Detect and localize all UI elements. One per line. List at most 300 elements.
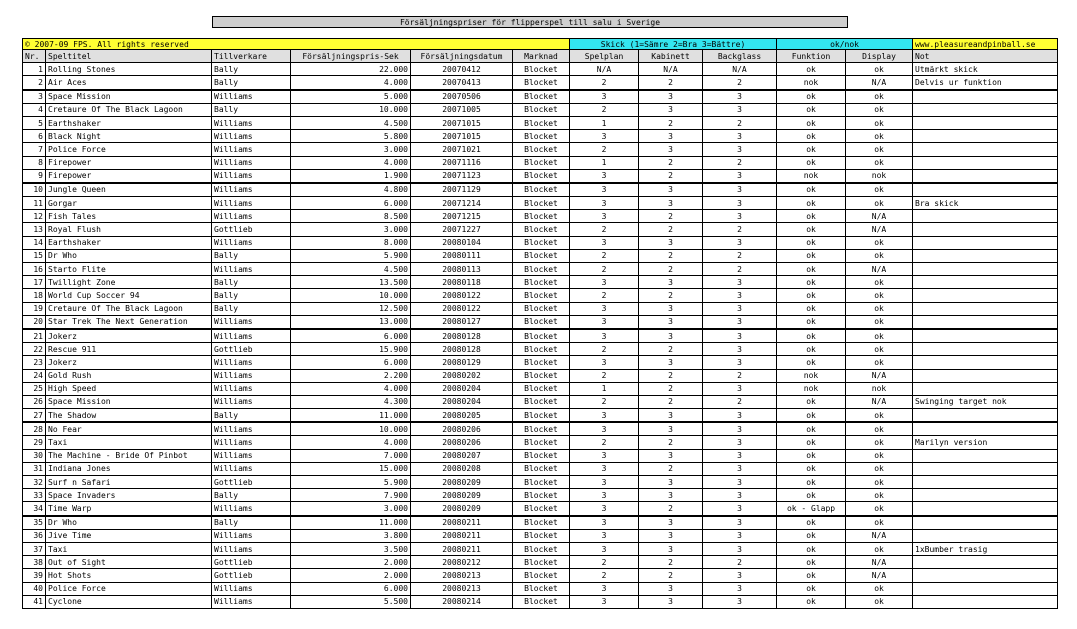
table-cell: 2 bbox=[703, 556, 777, 569]
table-cell: Bally bbox=[212, 103, 291, 116]
table-cell: 17 bbox=[23, 276, 46, 289]
table-cell: 14 bbox=[23, 236, 46, 249]
table-cell: ok bbox=[846, 183, 913, 197]
table-cell: Gold Rush bbox=[46, 369, 212, 382]
table-row bbox=[23, 197, 1058, 210]
table-row bbox=[23, 356, 1058, 369]
table-cell: Jungle Queen bbox=[46, 183, 212, 197]
table-cell bbox=[913, 516, 1058, 530]
table-cell: 2 bbox=[639, 210, 703, 223]
table-cell: 28 bbox=[23, 422, 46, 436]
table-row bbox=[23, 276, 1058, 289]
table-row bbox=[23, 422, 1058, 436]
table-cell: ok bbox=[777, 529, 846, 542]
table-cell: ok bbox=[777, 409, 846, 423]
table-cell: 3 bbox=[570, 489, 639, 502]
table-cell: 3 bbox=[639, 422, 703, 436]
table-cell bbox=[913, 103, 1058, 116]
table-cell: Bally bbox=[212, 76, 291, 90]
table-cell: Bally bbox=[212, 516, 291, 530]
table-row bbox=[23, 315, 1058, 329]
table-cell: ok bbox=[846, 302, 913, 315]
table-cell: Williams bbox=[212, 502, 291, 516]
table-cell: Fish Tales bbox=[46, 210, 212, 223]
table-cell: Williams bbox=[212, 130, 291, 143]
table-cell: Blocket bbox=[513, 249, 570, 262]
table-cell: 3.000 bbox=[291, 502, 411, 516]
table-cell bbox=[913, 156, 1058, 169]
table-cell: N/A bbox=[846, 369, 913, 382]
table-cell: N/A bbox=[846, 210, 913, 223]
table-cell: 1 bbox=[570, 116, 639, 129]
table-cell: Gorgar bbox=[46, 197, 212, 210]
table-cell bbox=[913, 302, 1058, 315]
table-cell: The Machine - Bride Of Pinbot bbox=[46, 449, 212, 462]
table-row bbox=[23, 369, 1058, 382]
table-cell: 3 bbox=[639, 197, 703, 210]
table-cell: Earthshaker bbox=[46, 236, 212, 249]
table-cell: 2 bbox=[570, 569, 639, 582]
table-cell: ok bbox=[846, 462, 913, 475]
table-cell: ok bbox=[777, 556, 846, 569]
table-cell: N/A bbox=[846, 569, 913, 582]
table-cell: 3 bbox=[703, 516, 777, 530]
table-cell: Blocket bbox=[513, 289, 570, 302]
table-cell: ok bbox=[846, 315, 913, 329]
table-cell: 3 bbox=[570, 276, 639, 289]
table-cell: 3 bbox=[639, 595, 703, 608]
table-cell: Williams bbox=[212, 143, 291, 156]
table-cell: Rescue 911 bbox=[46, 343, 212, 356]
column-header: Nr. bbox=[23, 50, 46, 63]
table-cell: 20070412 bbox=[411, 63, 513, 76]
table-cell: Firepower bbox=[46, 169, 212, 183]
table-row bbox=[23, 449, 1058, 462]
table-cell: Williams bbox=[212, 369, 291, 382]
table-cell: 25 bbox=[23, 382, 46, 395]
table-cell: 3 bbox=[570, 236, 639, 249]
table-cell: ok bbox=[777, 103, 846, 116]
table-cell: 3 bbox=[639, 276, 703, 289]
table-cell: Marilyn version bbox=[913, 436, 1058, 449]
table-cell: 10 bbox=[23, 183, 46, 197]
table-row bbox=[23, 476, 1058, 489]
table-row bbox=[23, 90, 1058, 104]
table-cell: Williams bbox=[212, 210, 291, 223]
table-cell: Blocket bbox=[513, 382, 570, 395]
table-cell: Black Night bbox=[46, 130, 212, 143]
table-cell bbox=[913, 289, 1058, 302]
table-cell: 20071005 bbox=[411, 103, 513, 116]
table-cell: 4.500 bbox=[291, 116, 411, 129]
table-cell: 2 bbox=[570, 436, 639, 449]
table-cell: 20071129 bbox=[411, 183, 513, 197]
table-cell: 10.000 bbox=[291, 289, 411, 302]
page-title: Försäljningspriser för flipperspel till salu i Sverige bbox=[212, 16, 848, 28]
table-cell: 3 bbox=[703, 569, 777, 582]
table-cell: 3 bbox=[570, 329, 639, 343]
table-cell: Blocket bbox=[513, 529, 570, 542]
table-cell: ok bbox=[777, 302, 846, 315]
sales-table bbox=[22, 38, 1058, 609]
table-cell: nok bbox=[777, 169, 846, 183]
table-cell: 8.000 bbox=[291, 236, 411, 249]
table-cell: 1.900 bbox=[291, 169, 411, 183]
table-cell: N/A bbox=[570, 63, 639, 76]
table-cell: 20080211 bbox=[411, 542, 513, 555]
table-cell bbox=[913, 529, 1058, 542]
table-cell: 3 bbox=[570, 302, 639, 315]
table-cell: 2 bbox=[639, 502, 703, 516]
table-cell: Blocket bbox=[513, 302, 570, 315]
table-cell: Firepower bbox=[46, 156, 212, 169]
table-cell: 3 bbox=[570, 582, 639, 595]
table-cell: 3 bbox=[639, 476, 703, 489]
table-cell: 15.900 bbox=[291, 343, 411, 356]
table-cell: 12.500 bbox=[291, 302, 411, 315]
table-cell: 2 bbox=[570, 223, 639, 236]
table-cell: Bally bbox=[212, 249, 291, 262]
table-cell: 3 bbox=[703, 302, 777, 315]
table-cell: 2 bbox=[570, 143, 639, 156]
table-cell: 15 bbox=[23, 249, 46, 262]
table-cell bbox=[913, 263, 1058, 276]
table-cell: 3 bbox=[570, 502, 639, 516]
table-cell: 2 bbox=[570, 556, 639, 569]
table-row bbox=[23, 289, 1058, 302]
table-cell: Williams bbox=[212, 542, 291, 555]
table-cell: 20080111 bbox=[411, 249, 513, 262]
table-cell: Williams bbox=[212, 315, 291, 329]
table-cell: N/A bbox=[703, 63, 777, 76]
table-cell: 2 bbox=[570, 289, 639, 302]
table-row bbox=[23, 462, 1058, 475]
table-cell: ok bbox=[777, 582, 846, 595]
table-cell: 3 bbox=[703, 315, 777, 329]
table-cell: 3 bbox=[570, 197, 639, 210]
table-cell: 20080211 bbox=[411, 516, 513, 530]
table-cell: 6.000 bbox=[291, 197, 411, 210]
table-cell: Twillight Zone bbox=[46, 276, 212, 289]
table-cell: Cretaure Of The Black Lagoon bbox=[46, 302, 212, 315]
table-cell: 3 bbox=[570, 595, 639, 608]
table-cell: 31 bbox=[23, 462, 46, 475]
table-cell: 20071215 bbox=[411, 210, 513, 223]
table-cell: 20080118 bbox=[411, 276, 513, 289]
table-cell: 3 bbox=[570, 449, 639, 462]
table-cell: 7.000 bbox=[291, 449, 411, 462]
table-cell: Space Mission bbox=[46, 395, 212, 408]
table-row bbox=[23, 502, 1058, 516]
table-cell: 3 bbox=[703, 489, 777, 502]
table-cell: Time Warp bbox=[46, 502, 212, 516]
table-cell: Blocket bbox=[513, 502, 570, 516]
table-cell: nok bbox=[777, 382, 846, 395]
table-cell: N/A bbox=[846, 263, 913, 276]
table-cell: 23 bbox=[23, 356, 46, 369]
table-row bbox=[23, 156, 1058, 169]
table-cell: 3 bbox=[703, 210, 777, 223]
table-cell: Blocket bbox=[513, 143, 570, 156]
table-cell: Blocket bbox=[513, 329, 570, 343]
table-cell: Williams bbox=[212, 169, 291, 183]
table-cell: 20071214 bbox=[411, 197, 513, 210]
column-header: Funktion bbox=[777, 50, 846, 63]
column-header: Marknad bbox=[513, 50, 570, 63]
table-cell: ok bbox=[777, 542, 846, 555]
table-cell: 39 bbox=[23, 569, 46, 582]
table-cell: 7 bbox=[23, 143, 46, 156]
table-cell: Williams bbox=[212, 462, 291, 475]
table-cell: 2 bbox=[703, 116, 777, 129]
column-header: Backglass bbox=[703, 50, 777, 63]
table-cell: ok bbox=[846, 63, 913, 76]
table-cell: nok bbox=[846, 169, 913, 183]
table-cell: 3 bbox=[639, 356, 703, 369]
table-cell: ok bbox=[846, 343, 913, 356]
table-cell: 3 bbox=[23, 90, 46, 104]
table-cell: Starto Flite bbox=[46, 263, 212, 276]
table-cell: ok bbox=[777, 197, 846, 210]
table-cell: 3 bbox=[703, 329, 777, 343]
table-cell: Williams bbox=[212, 183, 291, 197]
table-row bbox=[23, 116, 1058, 129]
table-cell: ok bbox=[846, 516, 913, 530]
table-cell: 15.000 bbox=[291, 462, 411, 475]
table-cell: 20080204 bbox=[411, 395, 513, 408]
table-cell: ok bbox=[777, 63, 846, 76]
table-cell: Gottlieb bbox=[212, 556, 291, 569]
table-cell: 3 bbox=[639, 130, 703, 143]
table-cell: 4.500 bbox=[291, 263, 411, 276]
table-row bbox=[23, 409, 1058, 423]
table-cell: Williams bbox=[212, 263, 291, 276]
table-cell: 3 bbox=[639, 302, 703, 315]
table-cell: Delvis ur funktion bbox=[913, 76, 1058, 90]
table-cell: N/A bbox=[846, 529, 913, 542]
table-cell: Blocket bbox=[513, 116, 570, 129]
table-cell: 2 bbox=[703, 76, 777, 90]
table-cell: Air Aces bbox=[46, 76, 212, 90]
table-cell: Jokerz bbox=[46, 329, 212, 343]
table-cell: 3 bbox=[703, 542, 777, 555]
table-cell: 3 bbox=[703, 476, 777, 489]
table-cell: nok bbox=[846, 382, 913, 395]
table-cell: Blocket bbox=[513, 103, 570, 116]
table-cell: 3 bbox=[703, 582, 777, 595]
table-cell: ok bbox=[777, 356, 846, 369]
table-cell: 11 bbox=[23, 197, 46, 210]
table-row bbox=[23, 302, 1058, 315]
table-cell: 20080129 bbox=[411, 356, 513, 369]
table-cell bbox=[913, 90, 1058, 104]
table-cell: 5.900 bbox=[291, 476, 411, 489]
column-header: Display bbox=[846, 50, 913, 63]
table-cell: 20071123 bbox=[411, 169, 513, 183]
table-cell: ok bbox=[846, 156, 913, 169]
table-cell: ok bbox=[846, 476, 913, 489]
table-cell: Blocket bbox=[513, 369, 570, 382]
table-cell: 2 bbox=[570, 395, 639, 408]
website-link[interactable]: www.pleasureandpinball.se bbox=[913, 39, 1058, 50]
table-cell: Rolling Stones bbox=[46, 63, 212, 76]
table-cell: 16 bbox=[23, 263, 46, 276]
table-cell: Jokerz bbox=[46, 356, 212, 369]
table-cell: 1 bbox=[23, 63, 46, 76]
table-cell: 3.000 bbox=[291, 143, 411, 156]
table-cell: ok bbox=[846, 249, 913, 262]
table-cell: ok bbox=[777, 236, 846, 249]
table-cell: Blocket bbox=[513, 169, 570, 183]
table-row bbox=[23, 595, 1058, 608]
table-cell: 22.000 bbox=[291, 63, 411, 76]
table-cell: 3 bbox=[703, 382, 777, 395]
table-cell: 3 bbox=[703, 422, 777, 436]
table-cell: 2 bbox=[639, 263, 703, 276]
table-cell: Cretaure Of The Black Lagoon bbox=[46, 103, 212, 116]
table-cell: Blocket bbox=[513, 409, 570, 423]
table-row bbox=[23, 542, 1058, 555]
table-cell: 3 bbox=[703, 529, 777, 542]
column-header: Försäljningspris-Sek bbox=[291, 50, 411, 63]
table-cell: 20 bbox=[23, 315, 46, 329]
table-row bbox=[23, 249, 1058, 262]
oknok-header: ok/nok bbox=[777, 39, 913, 50]
column-header: Not bbox=[913, 50, 1058, 63]
table-cell: 2 bbox=[639, 116, 703, 129]
column-header: Speltitel bbox=[46, 50, 212, 63]
table-cell: Blocket bbox=[513, 489, 570, 502]
table-cell: Swinging target nok bbox=[913, 395, 1058, 408]
table-cell: 27 bbox=[23, 409, 46, 423]
table-cell: 3 bbox=[570, 169, 639, 183]
table-cell: ok bbox=[846, 356, 913, 369]
table-cell: 11.000 bbox=[291, 409, 411, 423]
table-cell: 20080204 bbox=[411, 382, 513, 395]
table-cell: 13.000 bbox=[291, 315, 411, 329]
table-cell: 3 bbox=[703, 183, 777, 197]
table-cell: Blocket bbox=[513, 90, 570, 104]
table-cell: Blocket bbox=[513, 263, 570, 276]
table-cell: Blocket bbox=[513, 595, 570, 608]
table-cell: No Fear bbox=[46, 422, 212, 436]
table-row bbox=[23, 236, 1058, 249]
table-cell: 20080211 bbox=[411, 529, 513, 542]
table-cell: 2 bbox=[639, 223, 703, 236]
table-cell: ok bbox=[777, 289, 846, 302]
table-cell: 2 bbox=[639, 343, 703, 356]
table-row bbox=[23, 329, 1058, 343]
table-cell bbox=[913, 210, 1058, 223]
table-cell: 3 bbox=[570, 210, 639, 223]
table-cell: 13.500 bbox=[291, 276, 411, 289]
table-cell: ok bbox=[777, 130, 846, 143]
table-cell: 3 bbox=[703, 462, 777, 475]
table-cell: Blocket bbox=[513, 236, 570, 249]
table-cell: 20080128 bbox=[411, 343, 513, 356]
table-cell: ok bbox=[846, 595, 913, 608]
column-header: Kabinett bbox=[639, 50, 703, 63]
table-cell bbox=[913, 223, 1058, 236]
table-cell: High Speed bbox=[46, 382, 212, 395]
table-cell bbox=[913, 422, 1058, 436]
table-cell: 2 bbox=[639, 395, 703, 408]
table-cell: Blocket bbox=[513, 449, 570, 462]
table-cell: 3 bbox=[570, 356, 639, 369]
table-cell: 22 bbox=[23, 343, 46, 356]
table-cell: ok bbox=[846, 143, 913, 156]
table-cell: ok bbox=[777, 329, 846, 343]
table-cell: 6 bbox=[23, 130, 46, 143]
table-cell bbox=[913, 462, 1058, 475]
table-cell: N/A bbox=[846, 395, 913, 408]
table-cell: 2 bbox=[639, 382, 703, 395]
table-cell: 3 bbox=[703, 595, 777, 608]
table-cell: 3 bbox=[570, 130, 639, 143]
table-row bbox=[23, 382, 1058, 395]
table-cell: 2 bbox=[703, 156, 777, 169]
table-cell: N/A bbox=[846, 76, 913, 90]
table-cell: ok bbox=[846, 409, 913, 423]
table-cell bbox=[913, 343, 1058, 356]
table-cell bbox=[913, 183, 1058, 197]
column-header: Tillverkare bbox=[212, 50, 291, 63]
table-row bbox=[23, 436, 1058, 449]
table-cell: ok bbox=[777, 156, 846, 169]
table-cell: ok bbox=[777, 449, 846, 462]
table-cell: ok bbox=[777, 489, 846, 502]
table-cell: 3 bbox=[570, 516, 639, 530]
table-cell: ok bbox=[777, 395, 846, 408]
table-cell: 3 bbox=[703, 90, 777, 104]
table-cell: 4.300 bbox=[291, 395, 411, 408]
table-cell: Williams bbox=[212, 436, 291, 449]
table-cell: Blocket bbox=[513, 343, 570, 356]
table-cell: 4.000 bbox=[291, 436, 411, 449]
table-cell: 6.000 bbox=[291, 356, 411, 369]
table-cell: 2 bbox=[570, 76, 639, 90]
table-cell bbox=[913, 276, 1058, 289]
table-cell: 2 bbox=[639, 462, 703, 475]
table-cell bbox=[913, 369, 1058, 382]
table-cell: Bally bbox=[212, 489, 291, 502]
table-cell: Earthshaker bbox=[46, 116, 212, 129]
table-cell: 3 bbox=[703, 169, 777, 183]
table-cell: Williams bbox=[212, 236, 291, 249]
table-cell: Blocket bbox=[513, 276, 570, 289]
table-cell: 20071021 bbox=[411, 143, 513, 156]
table-cell bbox=[913, 476, 1058, 489]
table-cell: ok bbox=[777, 249, 846, 262]
table-cell: 3 bbox=[639, 183, 703, 197]
table-cell: Out of Sight bbox=[46, 556, 212, 569]
table-cell: 1 bbox=[570, 156, 639, 169]
table-cell: Bally bbox=[212, 276, 291, 289]
table-cell: 3 bbox=[570, 476, 639, 489]
table-cell bbox=[913, 489, 1058, 502]
table-cell: 3 bbox=[703, 236, 777, 249]
table-cell: ok bbox=[777, 116, 846, 129]
table-cell: ok bbox=[777, 143, 846, 156]
table-cell: Blocket bbox=[513, 516, 570, 530]
table-row bbox=[23, 489, 1058, 502]
table-cell: 1 bbox=[570, 382, 639, 395]
table-cell: ok bbox=[777, 183, 846, 197]
table-cell: ok bbox=[846, 449, 913, 462]
table-cell: 2.200 bbox=[291, 369, 411, 382]
table-cell: Bally bbox=[212, 409, 291, 423]
table-cell: 20080202 bbox=[411, 369, 513, 382]
